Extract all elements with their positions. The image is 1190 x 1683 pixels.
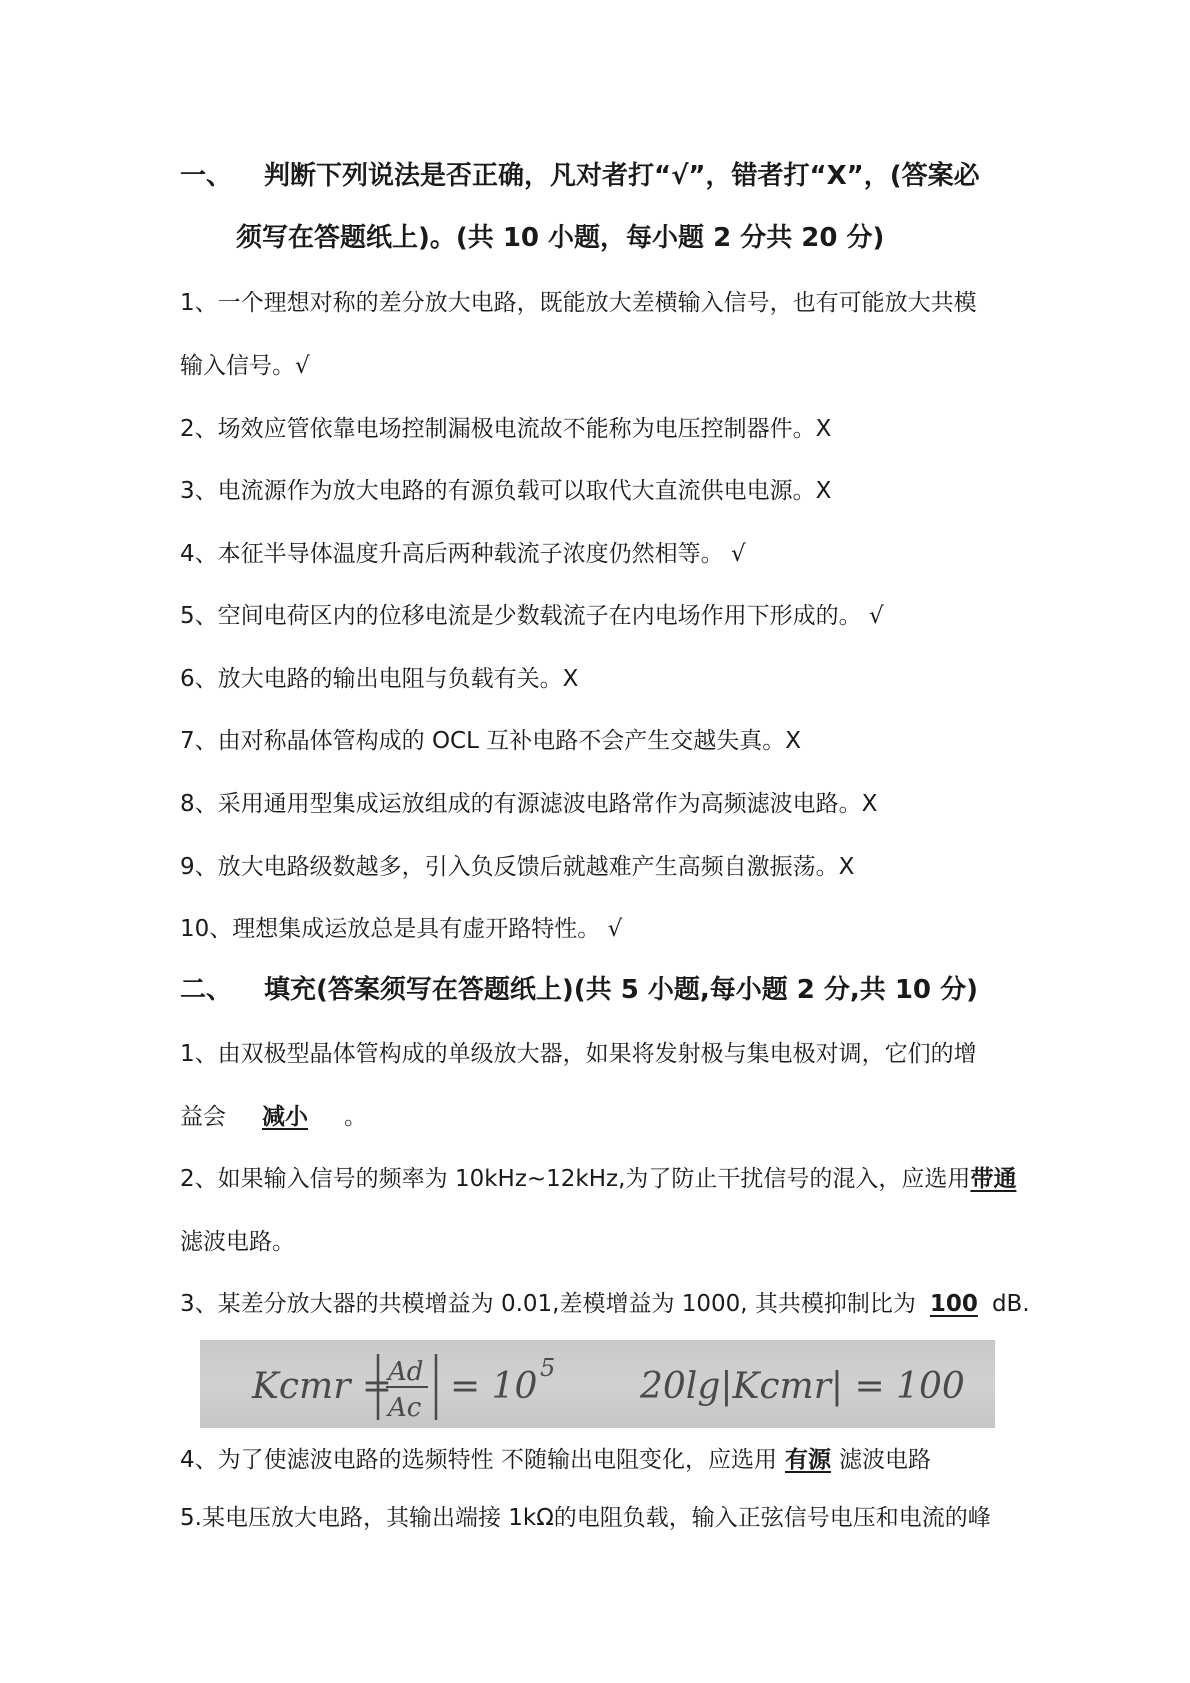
section1-title-line2: 须写在答题纸上)。(共 10 小题，每小题 2 分共 20 分) [236,223,885,253]
section1-title-line1: 判断下列说法是否正确，凡对者打“√”，错者打“X”，(答案必 [264,161,980,191]
section1-number: 一、 [180,161,233,191]
s2-q2-line2: 滤波电路。 [180,1229,295,1255]
handwritten-solution-image [200,1340,995,1428]
section2-title: 填充(答案须写在答题纸上)(共 5 小题,每小题 2 分,共 10 分) [264,975,978,1005]
hw-rhs: 20lg|Kcmr| = 100 [640,1366,965,1407]
s2-q4-answer: 有源 [784,1447,831,1473]
handwriting-svg [200,1340,995,1428]
s1-item-9: 9、放大电路级数越多，引入负反馈后就越难产生高频自激振荡。X [180,854,855,880]
hw-eq1: = 10 [450,1366,538,1407]
s2-q3-suffix: dB. [991,1291,1030,1317]
s1-item-5: 5、空间电荷区内的位移电流是少数载流子在内电场作用下形成的。 √ [180,603,884,629]
s1-item-1: 1、一个理想对称的差分放大电路，既能放大差横输入信号，也有可能放大共模 [180,290,977,316]
s1-item-3: 3、电流源作为放大电路的有源负载可以取代大直流供电电源。X [180,478,832,504]
s2-q5-line1: 5.某电压放大电路，其输出端接 1kΩ的电阻负载，输入正弦信号电压和电流的峰 [180,1505,991,1531]
s2-q4-prefix: 4、为了使滤波电路的选频特性 不随输出电阻变化，应选用 [180,1447,777,1473]
s1-item-1-cont: 输入信号。√ [180,353,310,379]
s2-q1-line2 [180,1099,1020,1135]
s2-q1-suffix: 。 [344,1104,367,1130]
s2-q2-line1 [180,1161,1020,1197]
section1-heading [180,158,1020,194]
section2-heading [180,972,1020,1008]
s2-q1-answer: 减小 [262,1104,308,1130]
s2-q4-line [180,1442,1020,1478]
s1-item-7: 7、由对称晶体管构成的 OCL 互补电路不会产生交越失真。X [180,728,801,754]
hw-ac: Ac [388,1393,422,1423]
s1-item-6: 6、放大电路的输出电阻与负载有关。X [180,666,579,692]
s2-q2-answer: 带通 [970,1166,1017,1192]
s1-item-4: 4、本征半导体温度升高后两种载流子浓度仍然相等。 √ [180,541,746,567]
s2-q1-prefix: 益会 [180,1104,226,1130]
s2-q3-line [180,1286,1030,1322]
hw-ad: Ad [388,1357,424,1387]
s2-q1-line1: 1、由双极型晶体管构成的单级放大器，如果将发射极与集电极对调，它们的增 [180,1041,977,1067]
hw-kcmr: Kcmr = [252,1366,393,1407]
s1-item-8: 8、采用通用型集成运放组成的有源滤波电路常作为高频滤波电路。X [180,791,878,817]
hw-exponent: 5 [540,1354,556,1382]
s2-q3-answer: 100 [929,1291,978,1317]
s1-item-2: 2、场效应管依靠电场控制漏极电流故不能称为电压控制器件。X [180,416,832,442]
s2-q3-prefix: 3、某差分放大器的共模增益为 0.01,差模增益为 1000, 其共模抑制比为 [180,1291,916,1317]
s2-q2-prefix: 2、如果输入信号的频率为 10kHz~12kHz,为了防止干扰信号的混入，应选用 [180,1166,971,1192]
s2-q4-suffix: 滤波电路 [838,1447,931,1473]
section2-number: 二、 [180,975,233,1005]
s1-item-10: 10、理想集成运放总是具有虚开路特性。 √ [180,916,623,942]
